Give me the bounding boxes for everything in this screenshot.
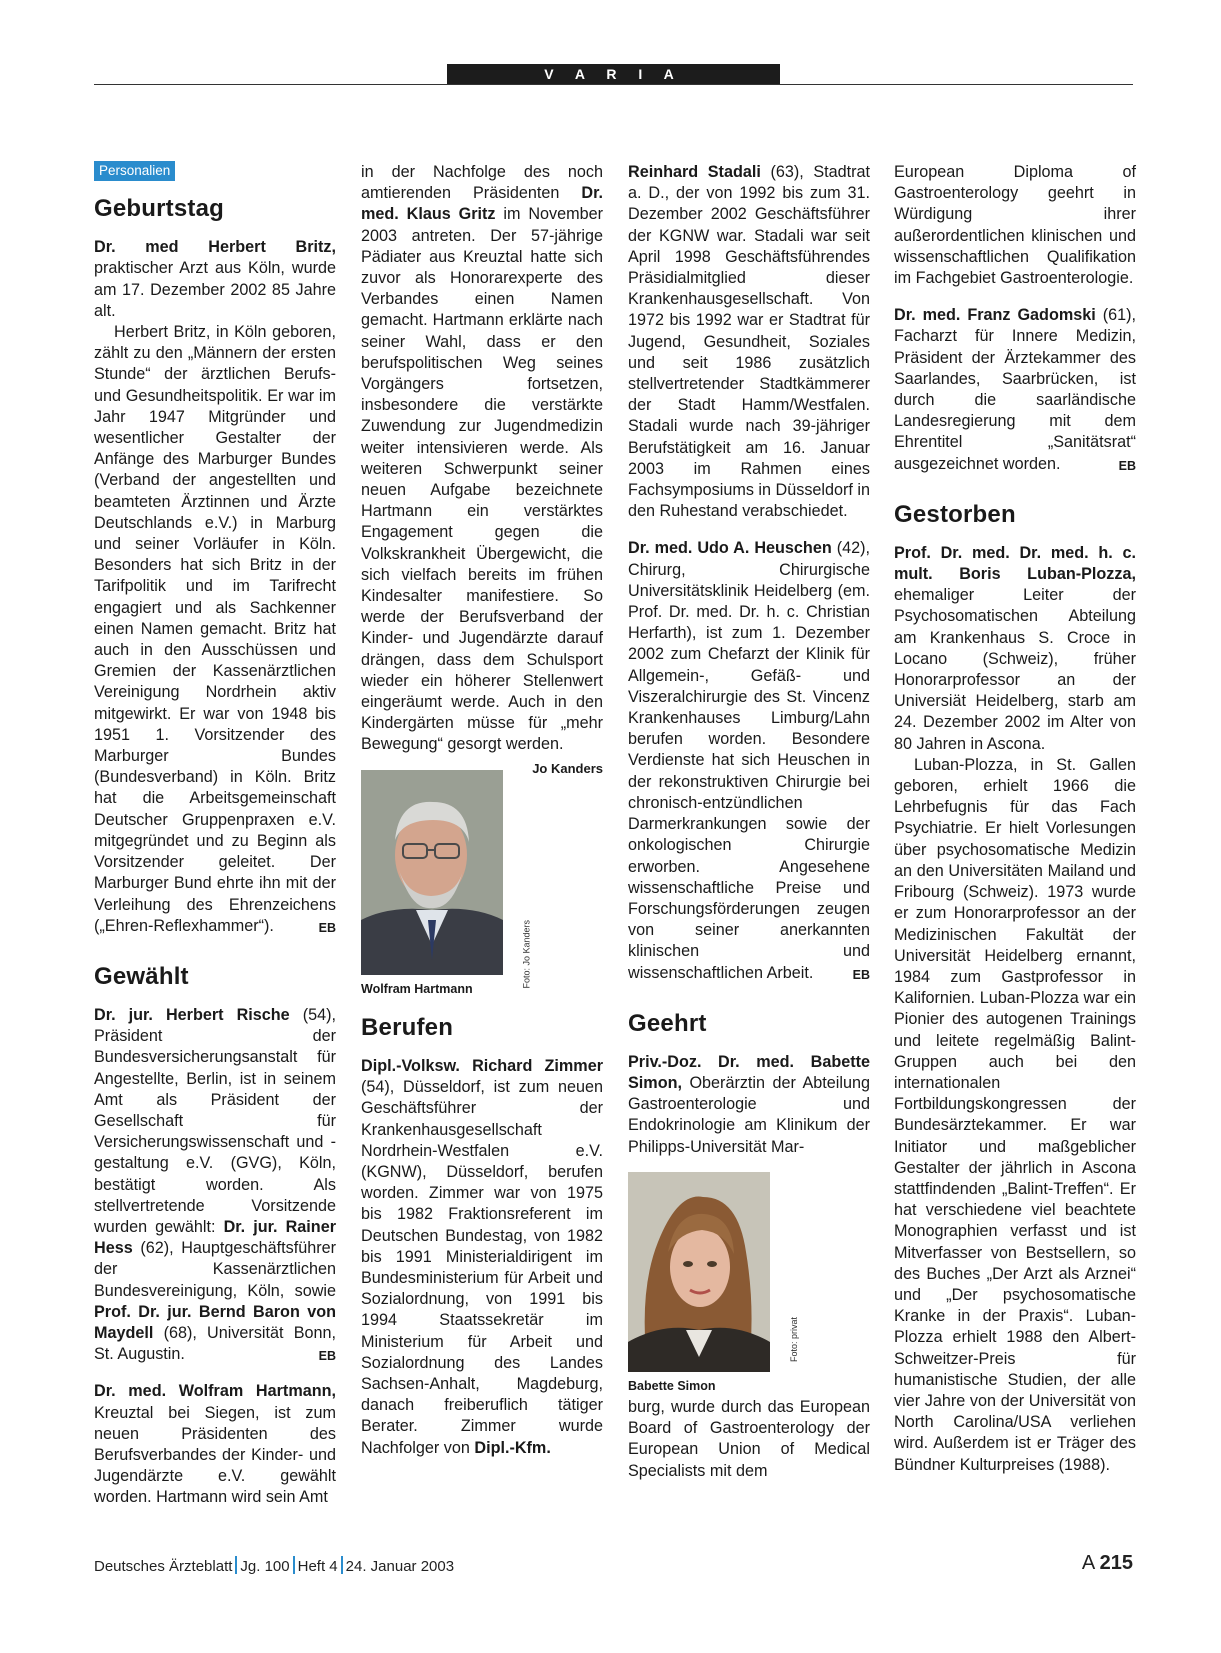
person-name: Reinhard Stadali bbox=[628, 163, 761, 181]
person-name: Priv.-Doz. Dr. med. Babette Simon, bbox=[628, 1052, 870, 1092]
paragraph bbox=[894, 755, 1136, 1476]
author-initials: EB bbox=[1118, 458, 1136, 473]
person-name: Prof. Dr. jur. Bernd Baron von Maydell bbox=[94, 1302, 336, 1342]
header-rule bbox=[94, 84, 1133, 85]
page-number bbox=[1082, 1552, 1133, 1575]
paragraph bbox=[628, 538, 870, 983]
paragraph-text: (63), Stadtrat a. D., der von 1992 bis zum 31. Dezember 2002 Geschäftsführer der KGNW war. Stadali war seit April 1998 Geschäftsführendes Präsidialmitglied dieser Krankenhausgesellschaft. Von 1972 bis 1992 war er Stadtrat für Jugend, Gesundheit, Soziales und seit 1986 zusätzlich stellvertretender Stadtkämmerer der Stadt Hamm/Westfalen. Stadali wurde nach 39-jähriger Berufstätigkeit am 16. Januar 2003 im Rahmen eines Fachsymposiums in Düsseldorf in den Ruhestand verabschiedet. bbox=[628, 163, 871, 521]
paragraph-text: (62), Hauptgeschäftsführer der Kassenärztlichen Bundesvereinigung, Köln, sowie bbox=[94, 1239, 336, 1300]
journal-volume: Jg. 100 bbox=[240, 1558, 290, 1575]
person-name: Dr. med Herbert Britz, bbox=[94, 238, 336, 257]
portrait-photo-simon bbox=[628, 1172, 799, 1372]
paragraph bbox=[894, 162, 1136, 289]
person-name: Dr. med. Udo A. Heuschen bbox=[628, 539, 832, 558]
heading-berufen: Berufen bbox=[361, 1013, 454, 1041]
footer-separator bbox=[293, 1556, 295, 1574]
section-header: V A R I A bbox=[447, 64, 780, 85]
author-initials: EB bbox=[318, 1349, 336, 1364]
author-initials: EB bbox=[318, 920, 336, 935]
paragraph bbox=[361, 162, 604, 776]
paragraph-text: Oberärztin der Abteilung Gastroenterologie und Endokrinologie am Klinikum der Philipps-Universität Mar- bbox=[628, 1073, 870, 1156]
paragraph-text: (61), Facharzt für Innere Medizin, Präsident der Ärztekammer des Saarlandes, Saarbrücken, ist durch die saarländische Landesregierung mit dem Ehrentitel „Sanitätsrat“ ausgezeichnet worden. bbox=[894, 306, 1136, 473]
heading-geehrt: Geehrt bbox=[628, 1009, 707, 1037]
person-name: Dr. med. Franz Gadomski bbox=[894, 306, 1096, 325]
paragraph bbox=[94, 322, 336, 937]
person-name: Dr. jur. Rainer Hess bbox=[94, 1217, 336, 1258]
photo-credit: Foto: Jo Kanders bbox=[522, 919, 532, 989]
person-name: Dr. jur. Herbert Rische bbox=[94, 1005, 290, 1024]
paragraph bbox=[94, 237, 336, 322]
journal-issue: Heft 4 bbox=[297, 1558, 338, 1575]
paragraph bbox=[361, 1056, 603, 1459]
portrait-image bbox=[628, 1172, 770, 1372]
footer-separator bbox=[341, 1556, 343, 1574]
paragraph bbox=[94, 1005, 336, 1365]
person-name: Dr. med. Wolfram Hartmann, bbox=[94, 1382, 336, 1401]
paragraph bbox=[628, 162, 870, 522]
paragraph-text: praktischer Arzt aus Köln, wurde am 17. Dezember 2002 85 Jahre alt. bbox=[94, 259, 336, 320]
paragraph-text: European Diploma of Gastroenterology geehrt in Würdigung ihrer außerordentlichen klinischen und wissenschaftlichen Qualifikation im Fachgebiet Gastroenterologie. bbox=[894, 163, 1136, 288]
paragraph bbox=[894, 305, 1136, 475]
column-2 bbox=[361, 162, 603, 1459]
paragraph-text: Herbert Britz, in Köln geboren, zählt zu den „Männern der ersten Stunde“ der ärztlichen Berufs- und Gesundheitspolitik. Er war im Jahr 1947 Mitgründer und wesentlicher Gestalter der Anfänge des Marburger Bundes (Verband der angestellten und beamteten Ärztinnen und Ärzte Deutschlands e.V.) in Marburg und seiner Vorläufer in Köln. Besonders hat sich Britz in der Tarifpolitik und im Tarifrecht engagiert und als Sachkenner einen Namen gemacht. Britz hat auch in den Ausschüssen und Gremien der Kassenärztlichen Vereinigung Nordrhein aktiv mitgewirkt. Er war von 1948 bis 1951 1. Vorsitzender des Marburger Bundes (Bundesverband) in Köln. Britz hat die Arbeitsgemeinschaft Deutscher Gruppenpraxen e.V. mitgegründet und zu Beginn als Vorsitzender geleitet. Der Marburger Bund ehrte ihn mit der Verleihung des Ehrenzeichens („Ehren-Reflexhammer“). bbox=[94, 323, 336, 935]
heading-gewaehlt: Gewählt bbox=[94, 962, 189, 990]
footer-separator bbox=[235, 1556, 237, 1574]
paragraph-text: burg, wurde durch das European Board of Gastroenterology der European Union of Medical Specialists mit dem bbox=[628, 1397, 870, 1480]
column-1 bbox=[94, 160, 336, 1509]
heading-gestorben: Gestorben bbox=[894, 500, 1016, 528]
paragraph-text: (54), Präsident der Bundesversicherungsanstalt für Angestellte, Berlin, ist in seinem Amt als Präsident der Gesellschaft für Versicherungswissenschaft und -gestaltung e.V. (GVG), Köln, bestätigt worden. Als stellvertretende Vorsitzende wurden gewählt: bbox=[94, 1005, 336, 1236]
paragraph-text: im November 2003 antreten. Der 57-jährige Pädiater aus Kreuztal hatte sich zuvor als Honorarexperte des Verbandes einen Namen gemacht. Hartmann erklärte nach seiner Wahl, dass er den berufspolitischen Weg seines Vorgängers fortsetzen, insbesondere die verstärkte Zuwendung zur Jugendmedizin weiter intensivieren werde. Als weiteren Schwerpunkt seiner neuen Aufgabe bezeichnete Hartmann ein verstärktes Engagement gegen die Volkskrankheit Übergewicht, die sich vielfach bereits im frühen Kindesalter manifestiere. So werde der Berufsverband der Kinder- und Jugendärzte darauf drängen, dass dem Schulsport wieder ein höherer Stellenwert eingeräumt werde. Auch in den Kindergärten müsse für „mehr Bewegung“ gesorgt werden. bbox=[361, 205, 604, 754]
paragraph-text: in der Nachfolge des noch amtierenden Präsidenten bbox=[361, 163, 603, 203]
author-initials: EB bbox=[852, 967, 870, 982]
article-author: Jo Kanders bbox=[532, 760, 603, 776]
paragraph-text: (68), Universität Bonn, St. Augustin. bbox=[94, 1323, 336, 1364]
heading-geburtstag: Geburtstag bbox=[94, 195, 225, 223]
person-name: Dipl.-Volksw. Richard Zimmer bbox=[361, 1056, 603, 1075]
photo-caption: Wolfram Hartmann bbox=[361, 981, 473, 996]
column-4 bbox=[894, 162, 1136, 1476]
column-3 bbox=[628, 162, 870, 1482]
paragraph bbox=[628, 1052, 870, 1158]
page-prefix: A bbox=[1081, 1552, 1095, 1574]
person-name: Dr. med. Klaus Gritz bbox=[361, 184, 603, 224]
page-footer bbox=[94, 1552, 1133, 1575]
photo-caption: Babette Simon bbox=[628, 1378, 716, 1393]
person-name: Prof. Dr. med. Dr. med. h. c. mult. Boris Luban-Plozza, bbox=[894, 543, 1136, 584]
paragraph bbox=[894, 543, 1136, 755]
section-badge: Personalien bbox=[94, 161, 175, 181]
paragraph bbox=[94, 1381, 336, 1508]
paragraph-text: Luban-Plozza, in St. Gallen geboren, erhielt 1966 die Lehrbefugnis für das Fach Psychiatrie. Er hielt Vorlesungen über psychosomatische Medizin an den Universitäten Mailand und Fribourg (Schweiz). 1973 wurde er zum Honorarprofessor an der Medizinischen Fakultät der Universität Heidelberg ernannt, 1984 zum Gastprofessor in Kalifornien. Luban-Plozza war ein Pionier des autogenen Trainings und leitete regelmäßig Balint-Gruppen auch bei den internationalen Fortbildungskongressen der Bundesärztekammer. Er war Initiator und maßgeblicher Gestalter der jährlich in Ascona stattfindenden „Balint-Treffen“. Er hat verschiedene viel beachtete Monographien verfasst und ist Mitverfasser von Bestsellern, so des Buches „Der Arzt als Arznei“ und „Der psychosomatische Kranke in der Praxis“. Luban-Plozza erhielt 1988 den Albert-Schweitzer-Preis für humanistische Studien, der alle vier Jahre von der Universität von North Carolina/USA verliehen wird. Außerdem ist er Träger des Bündner Kulturpreises (1988). bbox=[894, 755, 1136, 1474]
paragraph-text: (42), Chirurg, Chirurgische Universitätsklinik Heidelberg (em. Prof. Dr. med. Dr. h. c. Christian Herfarth), ist zum 1. Dezember 2002 zum Chefarzt der Klinik für Allgemein-, Gefäß- und Viszeralchirurgie des St. Vincenz Krankenhauses Limburg/Lahn berufen worden. Besondere Verdienste hat sich Heuschen in der rekonstruktiven Chirurgie bei chronisch-entzündlichen Darmerkrankungen sowie der onkologischen Chirurgie erworben. Angesehene wissenschaftliche Preise und Forschungsförderungen zeugen von seiner anerkannten klinischen und wissenschaftlichen Arbeit. bbox=[628, 539, 870, 982]
person-name: Dipl.-Kfm. bbox=[474, 1438, 551, 1457]
journal-date: 24. Januar 2003 bbox=[345, 1558, 455, 1575]
paragraph-text: ehemaliger Leiter der Psychosomatischen Abteilung am Krankenhaus S. Croce in Locano (Schweiz), früher Honorarprofessor an der Universiät Heidelberg, starb am 24. Dezember 2002 im Alter von 80 Jahren in Ascona. bbox=[894, 586, 1136, 753]
photo-credit: Foto: privat bbox=[789, 1316, 799, 1362]
portrait-image bbox=[361, 770, 503, 975]
paragraph-text: (54), Düsseldorf, ist zum neuen Geschäftsführer der Krankenhausgesellschaft Nordrhein-Westfalen e.V. (KGNW), Düsseldorf, berufen worden. Zimmer war von 1975 bis 1982 Fraktionsreferent im Deutschen Bundestag, von 1982 bis 1991 Ministerialdirigent im Bundesministerium für Arbeit und Sozialordnung, von 1991 bis 1994 Staatssekretär im Ministerium für Arbeit und Sozialordnung des Landes Sachsen-Anhalt, Magdeburg, danach freiberuflich tätiger Berater. Zimmer wurde Nachfolger von bbox=[361, 1078, 603, 1457]
journal-name: Deutsches Ärzteblatt bbox=[94, 1558, 233, 1575]
page-num-value: 215 bbox=[1099, 1552, 1133, 1574]
paragraph bbox=[628, 1397, 870, 1482]
paragraph-text: Kreuztal bei Siegen, ist zum neuen Präsidenten des Berufsverbandes der Kinder- und Jugendärzte e.V. gewählt worden. Hartmann wird sein Amt bbox=[94, 1403, 336, 1507]
